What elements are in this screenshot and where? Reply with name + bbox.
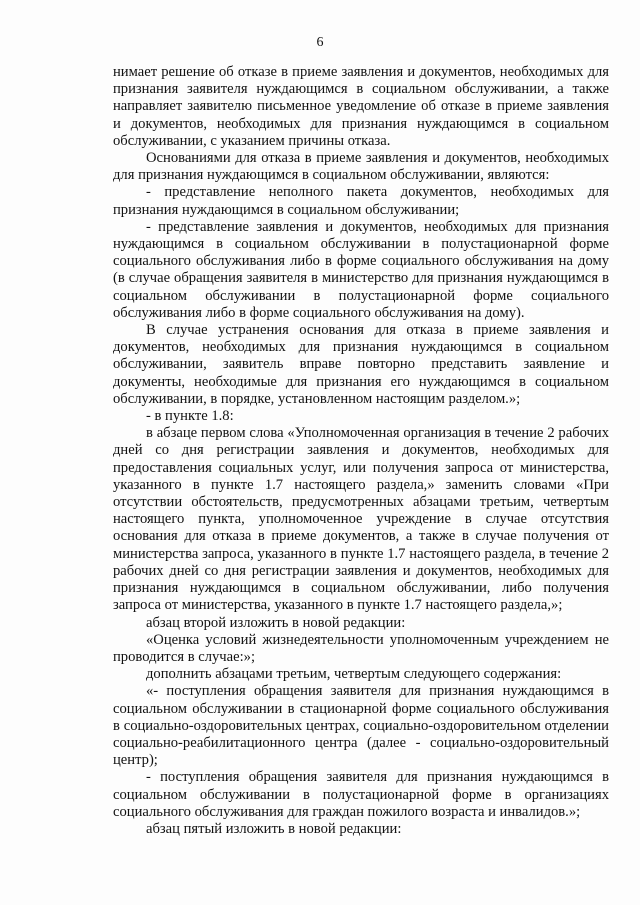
paragraph-3: - представление неполного пакета документов, необходимых для признания нуждающимся в социальном обслуживании; [113,184,609,218]
paragraph-2: Основаниями для отказа в приеме заявления и документов, необходимых для признания нуждающимся в социальном обслуживании, являются: [113,150,609,184]
paragraph-1: нимает решение об отказе в приеме заявления и документов, необходимых для признания заявителя нуждающимся в социальном обслуживании, а также направляет заявителю письменное уведомление об отказе в приеме заявления и документов, необходимых для признания нуждающимся в социальном обслуживании, с указанием причины отказа. [113,64,609,149]
paragraph-7: в абзаце первом слова «Уполномоченная организация в течение 2 рабочих дней со дня регистрации заявления и документов, необходимых для предоставления социальных услуг, или получения запроса от министерства, указанного в пункте 1.7 настоящего раздела,» заменить словами «При отсутствии обстоятельств, предусмотренных абзацами третьим, четвертым настоящего пункта, уполномоченное учреждение в случае отсутствия основания для отказа в приеме документов, а также в случае получения от министерства запроса, указанного в пункте 1.7 настоящего раздела, в течение 2 рабочих дней со дня регистрации заявления и документов, необходимых для признания нуждающимся в социальном обслуживании, либо получения запроса от министерства, указанного в пункте 1.7 настоящего раздела,»; [113,425,609,614]
paragraph-6: - в пункте 1.8: [146,408,234,425]
paragraph-13: абзац пятый изложить в новой редакции: [146,820,402,837]
paragraph-4: - представление заявления и документов, необходимых для признания нуждающимся в социальном обслуживании в полустационарной форме социального обслуживания либо в форме социального обслуживания на дому (в случае обращения заявителя в министерство для признания нуждающимся в социальном обслуживании в полустационарной форме социального обслуживания либо в форме социального обслуживания на дому). [113,218,609,321]
paragraph-9: «Оценка условий жизнедеятельности уполномоченным учреждением не проводится в случае:»; [113,631,609,665]
document-body [113,64,609,838]
paragraph-5: В случае устранения основания для отказа в приеме заявления и документов, необходимых для признания нуждающимся в социальном обслуживании, заявитель вправе повторно представить заявление и документы, необходимые для признания его нуждающимся в социальном обслуживании, в порядке, установленном настоящим разделом.»; [113,322,609,407]
paragraph-10: дополнить абзацами третьим, четвертым следующего содержания: [146,666,562,683]
paragraph-11: «- поступления обращения заявителя для признания нуждающимся в социальном обслуживании в стационарной форме социального обслуживания в социально-оздоровительных центрах, социально-оздоровительном отделении социально-реабилитационного центра (далее - социально-оздоровительный центр); [113,683,609,769]
page-number: 6 [316,35,324,50]
paragraph-12: - поступления обращения заявителя для признания нуждающимся в социальном обслуживании в полустационарной форме в организациях социального обслуживания для граждан пожилого возраста и инвалидов.»; [113,769,609,820]
paragraph-8: абзац второй изложить в новой редакции: [146,614,406,631]
